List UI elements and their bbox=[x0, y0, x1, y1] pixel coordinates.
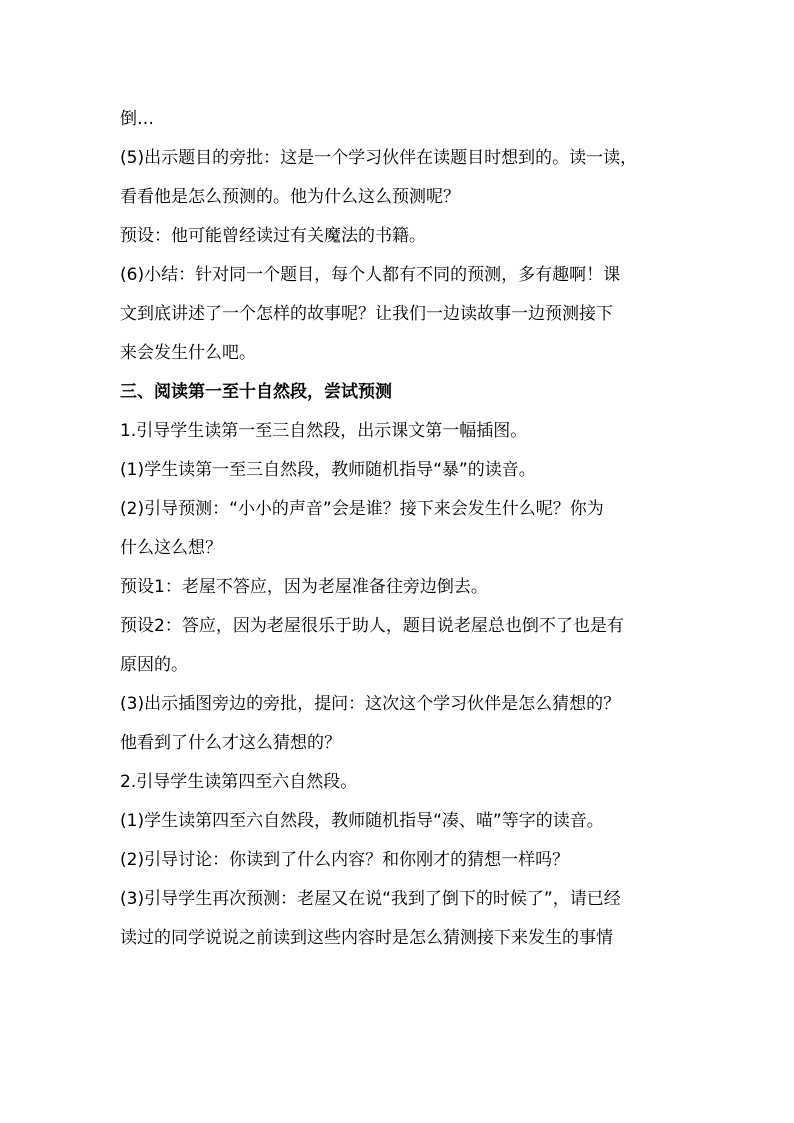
text-line: 来会发生什么吧。 bbox=[120, 343, 256, 363]
text-line: 预设1：老屋不答应，因为老屋准备往旁边倒去。 bbox=[120, 577, 488, 597]
text-line: 预设2：答应，因为老屋很乐于助人，题目说老屋总也倒不了也是有 bbox=[120, 616, 624, 636]
text-line: (1)学生读第四至六自然段，教师随机指导“凑、喵”等字的读音。 bbox=[120, 811, 604, 831]
text-line: (5)出示题目的旁批：这是一个学习伙伴在读题目时想到的。读一读， bbox=[120, 148, 638, 168]
document-body bbox=[120, 100, 690, 958]
text-line: 什么这么想？ bbox=[120, 538, 222, 558]
text-line: 预设：他可能曾经读过有关魔法的书籍。 bbox=[120, 226, 426, 246]
text-line: (2)引导讨论：你读到了什么内容？和你刚才的猜想一样吗？ bbox=[120, 850, 570, 870]
text-line: (2)引导预测：“小小的声音”会是谁？接下来会发生什么呢？你为 bbox=[120, 499, 604, 519]
section-heading: 三、阅读第一至十自然段，尝试预测 bbox=[120, 382, 392, 402]
text-line: 1.引导学生读第一至三自然段，出示课文第一幅插图。 bbox=[120, 421, 528, 441]
text-line: (1)学生读第一至三自然段，教师随机指导“暴”的读音。 bbox=[120, 460, 536, 480]
text-line: 倒… bbox=[120, 109, 154, 129]
text-line: 文到底讲述了一个怎样的故事呢？让我们一边读故事一边预测接下 bbox=[120, 304, 613, 324]
text-line: 原因的。 bbox=[120, 655, 188, 675]
text-line: 他看到了什么才这么猜想的？ bbox=[120, 733, 341, 753]
text-line: (3)引导学生再次预测：老屋又在说“我到了倒下的时候了”，请已经 bbox=[120, 889, 621, 909]
text-line: (3)出示插图旁边的旁批，提问：这次这个学习伙伴是怎么猜想的？ bbox=[120, 694, 621, 714]
text-line: 读过的同学说说之前读到这些内容时是怎么猜测接下来发生的事情 bbox=[120, 928, 613, 948]
text-line: 看看他是怎么预测的。他为什么这么预测呢？ bbox=[120, 187, 460, 207]
text-line: (6)小结：针对同一个题目，每个人都有不同的预测，多有趣啊！课 bbox=[120, 265, 621, 285]
text-line: 2.引导学生读第四至六自然段。 bbox=[120, 772, 358, 792]
